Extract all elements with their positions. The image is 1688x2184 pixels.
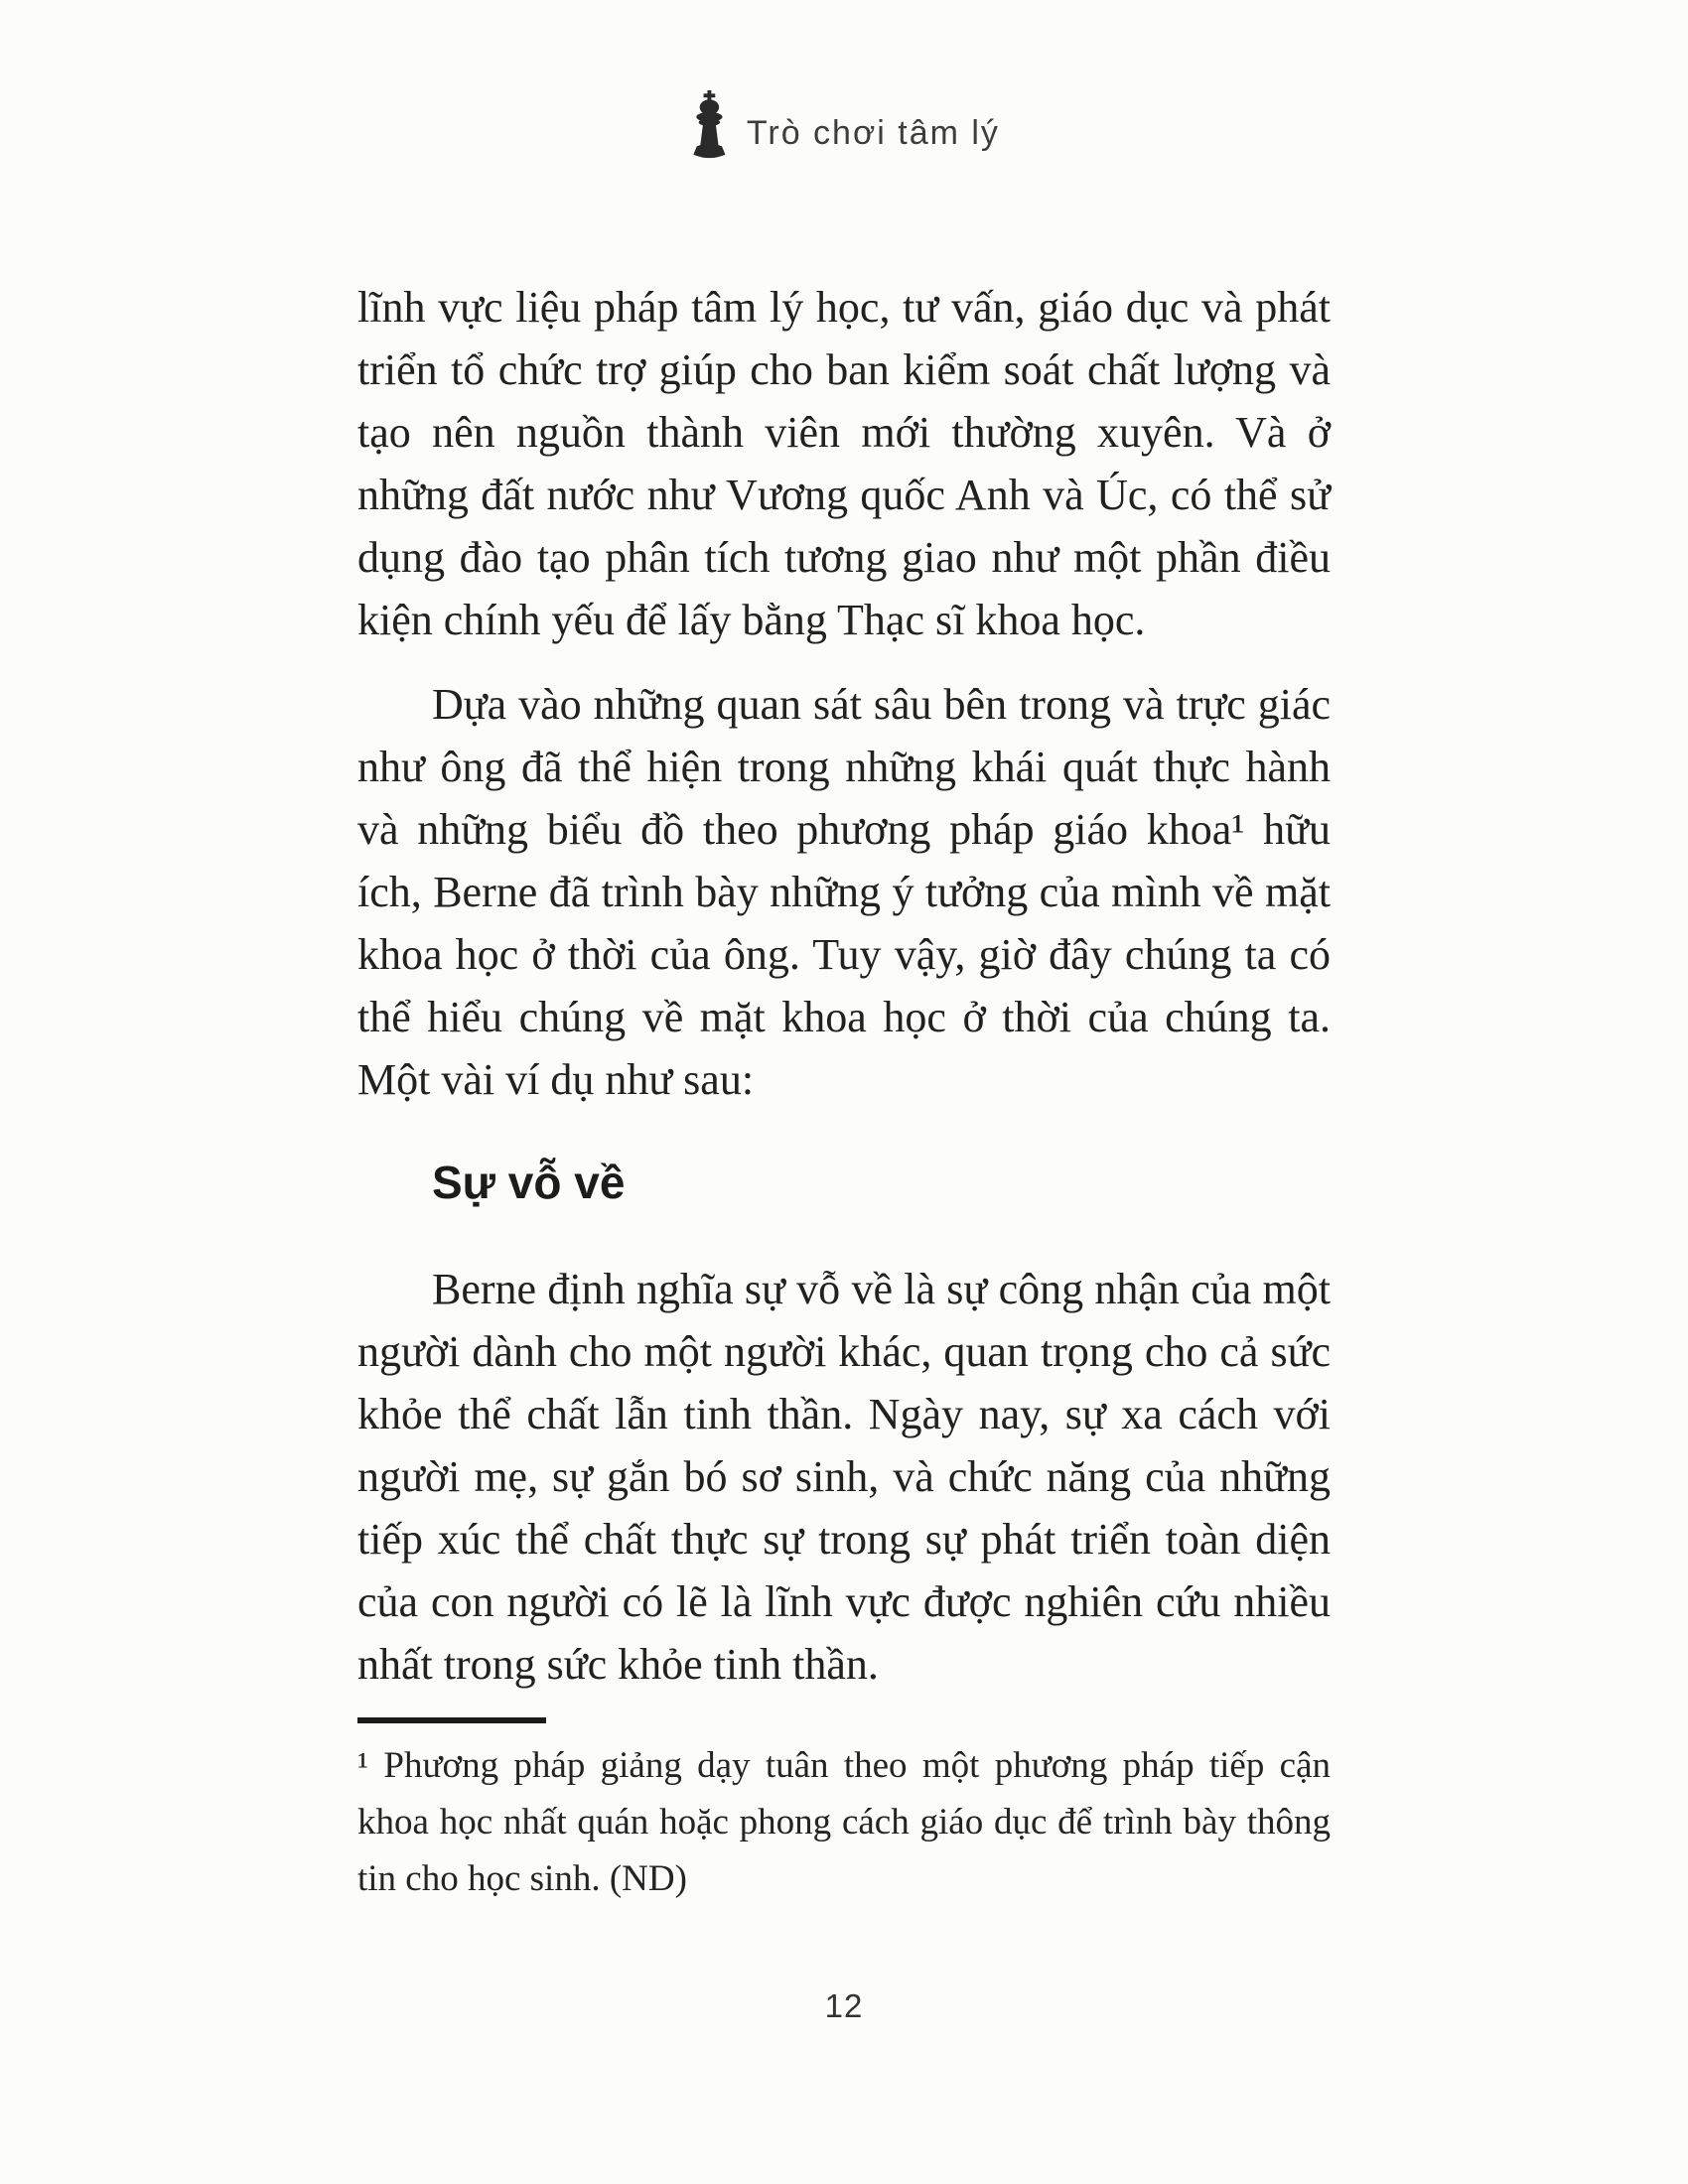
body-paragraph-1: lĩnh vực liệu pháp tâm lý học, tư vấn, giáo dục và phát triển tổ chức trợ giúp cho ban kiểm soát chất lượng và tạo nên nguồn thành viên mới thường xuyên. Và ở những đất nước như Vương quốc Anh và Úc, có thể sử dụng đào tạo phân tích tương giao như một phần điều kiện chính yếu để lấy bằng Thạc sĩ khoa học. bbox=[357, 283, 1331, 644]
running-title: Trò chơi tâm lý bbox=[746, 113, 1000, 152]
section-heading: Sự vỗ về bbox=[432, 1157, 626, 1208]
page-number: 12 bbox=[824, 1987, 864, 2024]
footnote-block bbox=[357, 1717, 1331, 1907]
footnote-text: ¹ Phương pháp giảng dạy tuân theo một phương pháp tiếp cận khoa học nhất quán hoặc phong cách giáo dục để trình bày thông tin cho học sinh. (ND) bbox=[357, 1745, 1331, 1899]
running-header bbox=[0, 89, 1688, 163]
chess-king-icon bbox=[688, 90, 731, 162]
body-paragraph-2: Dựa vào những quan sát sâu bên trong và trực giác như ông đã thể hiện trong những khái quát thực hành và những biểu đồ theo phương pháp giáo khoa¹ hữu ích, Berne đã trình bày những ý tưởng của mình về mặt khoa học ở thời của ông. Tuy vậy, giờ đây chúng ta có thể hiểu chúng về mặt khoa học ở thời của chúng ta. Một vài ví dụ như sau: bbox=[357, 680, 1331, 1104]
page-body bbox=[357, 276, 1331, 1907]
body-paragraph-3: Berne định nghĩa sự vỗ về là sự công nhận của một người dành cho một người khác, quan trọng cho cả sức khỏe thể chất lẫn tinh thần. Ngày nay, sự xa cách với người mẹ, sự gắn bó sơ sinh, và chức năng của những tiếp xúc thể chất thực sự trong sự phát triển toàn diện của con người có lẽ là lĩnh vực được nghiên cứu nhiều nhất trong sức khỏe tinh thần. bbox=[357, 1265, 1331, 1689]
footnote-divider bbox=[357, 1717, 546, 1723]
